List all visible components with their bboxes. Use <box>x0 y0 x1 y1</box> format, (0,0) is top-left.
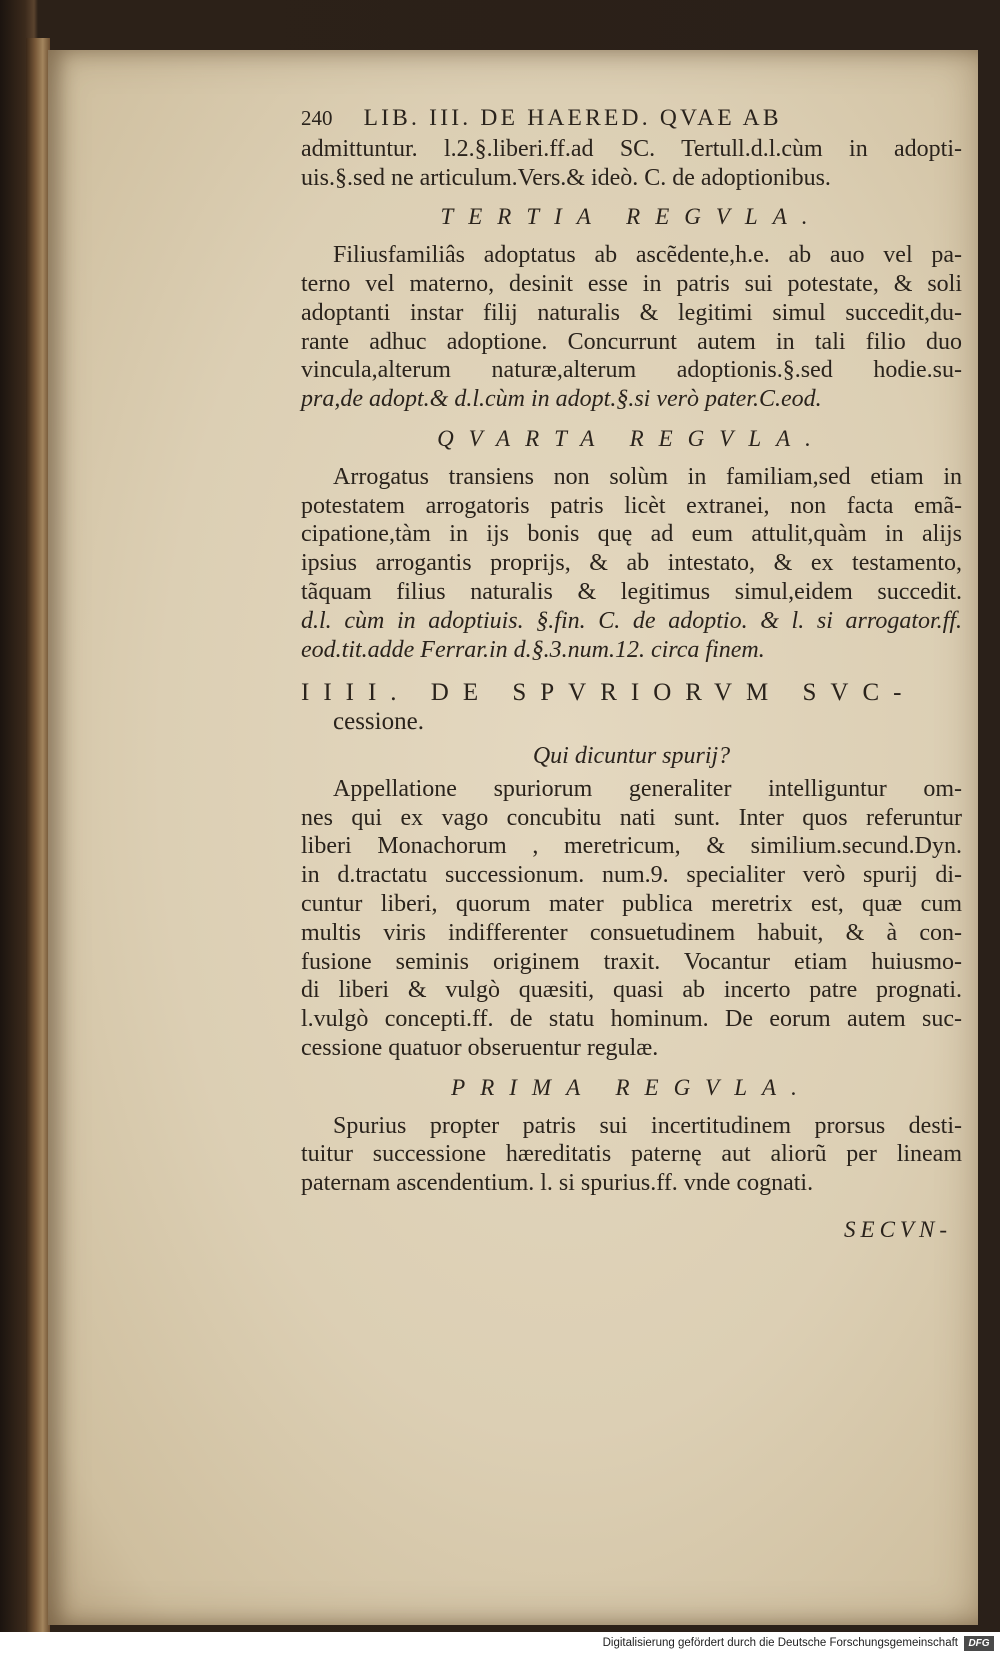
footer-bar <box>0 1632 1000 1656</box>
book-spine-edge <box>26 38 50 1633</box>
text-line: nes qui ex vago concubitu nati sunt. Inter quos referuntur <box>301 804 962 831</box>
text-line: Arrogatus transiens non solùm in familiam,sed etiam in <box>333 463 962 490</box>
section-heading-quarta: QVARTA REGVLA. <box>437 425 826 451</box>
running-header <box>301 104 962 133</box>
text-line: l.vulgò concepti.ff. de statu hominum. De eorum autem suc- <box>301 1006 962 1033</box>
text-line: cipatione,tàm in ijs bonis quę ad eum attulit,quàm in alijs <box>301 521 962 548</box>
text-line: pra,de adopt.& d.l.cùm in adopt.§.si verò pater.C.eod. <box>301 386 822 413</box>
text-line: Filiusfamiliâs adoptatus ab ascẽdente,h.e. ab auo vel pa- <box>333 242 962 269</box>
dfg-logo-icon: DFG <box>964 1636 994 1651</box>
text-line: cuntur liberi, quorum mater publica meretrix est, quæ cum <box>301 890 962 917</box>
text-line: rante adhuc adoptione. Concurrunt autem in tali filio duo <box>301 328 962 355</box>
text-line: paternam ascendentium. l. si spurius.ff. vnde cognati. <box>301 1170 814 1197</box>
text-line: Spurius propter patris sui incertitudinem prorsus desti- <box>333 1112 962 1139</box>
catchword: SECVN- <box>844 1216 952 1242</box>
text-line: liberi Monachorum , meretricum, & similium.secund.Dyn. <box>301 833 962 860</box>
text-line: admittuntur. l.2.§.liberi.ff.ad SC. Tertull.d.l.cùm in adopti- <box>301 135 962 162</box>
text-line: fusione seminis originem traxit. Vocantur etiam huiusmo- <box>301 948 962 975</box>
section-heading-tertia: TERTIA REGVLA. <box>440 204 823 230</box>
chapter-title: IIII. DE SPVRIORVM SVC- <box>301 679 916 707</box>
text-line: adoptanti instar filij naturalis & legitimi simul succedit,du- <box>301 299 962 326</box>
text-line: ipsius arrogantis proprijs, & ab intestato, & ex testamento, <box>301 550 962 577</box>
text-line: tuitur successione hæreditatis paternę aut aliorũ per lineam <box>301 1141 962 1168</box>
footer-funding-text: Digitalisierung gefördert durch die Deutsche Forschungsgemeinschaft <box>602 1637 958 1649</box>
text-line: di liberi & vulgò quæsiti, quasi ab incerto patre prognati. <box>301 977 962 1004</box>
text-line: vincula,alterum naturæ,alterum adoptionis.§.sed hodie.su- <box>301 357 962 384</box>
chapter-title-continued: cessione. <box>333 708 424 736</box>
text-line: multis viris indifferenter consuetudinem habuit, & à con- <box>301 919 962 946</box>
page-number: 240 <box>301 106 333 130</box>
running-title: LIB. III. DE HAERED. QVAE AB <box>363 105 782 131</box>
section-heading-prima: PRIMA REGVLA. <box>451 1074 812 1100</box>
text-line: terno vel materno, desinit esse in patris sui potestate, & soli <box>301 270 962 297</box>
text-line: potestatem arrogatoris patris licèt extranei, non facta emã- <box>301 492 962 519</box>
page-text <box>301 104 962 1245</box>
text-line: eod.tit.adde Ferrar.in d.§.3.num.12. circa finem. <box>301 636 765 663</box>
text-line: in d.tractatu successionum. num.9. specialiter verò spurij di- <box>301 862 962 889</box>
text-line: Appellatione spuriorum generaliter intelliguntur om- <box>333 775 962 802</box>
text-line: uis.§.sed ne articulum.Vers.& ideò. C. de adoptionibus. <box>301 164 831 191</box>
text-line: cessione quatuor obseruentur regulæ. <box>301 1034 659 1061</box>
text-line: tãquam filius naturalis & legitimus simul,eidem succedit. <box>301 578 962 605</box>
text-line: d.l. cùm in adoptiuis. §.fin. C. de adoptio. & l. si arrogator.ff. <box>301 607 962 634</box>
subheading-question: Qui dicuntur spurij? <box>532 742 731 769</box>
